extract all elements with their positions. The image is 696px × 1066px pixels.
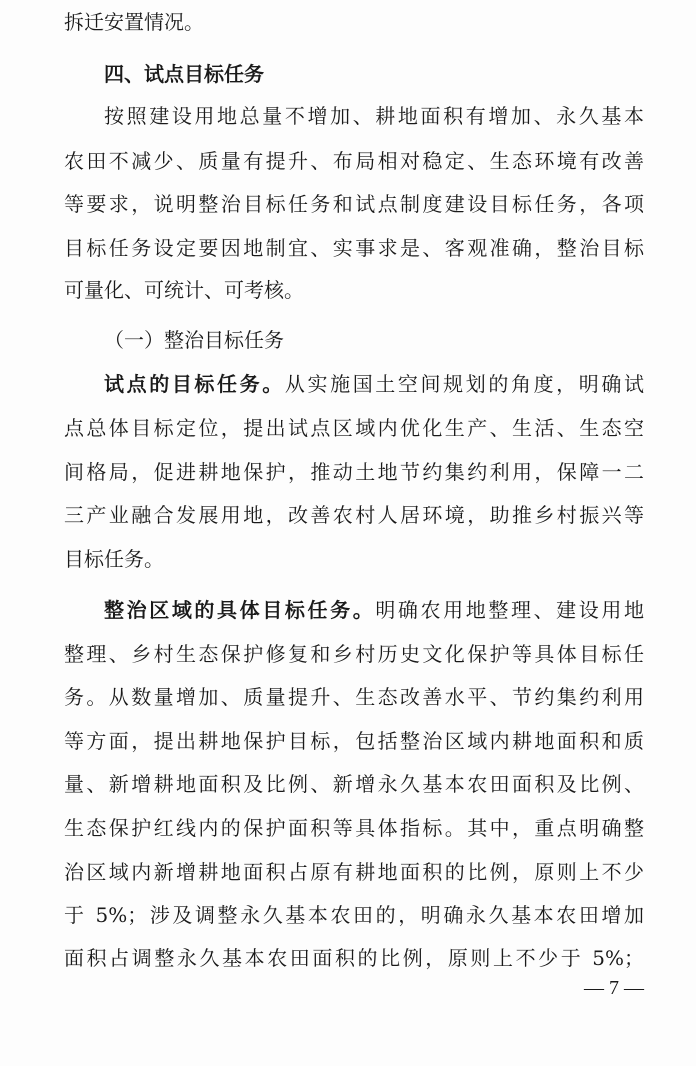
- paragraph-line: 治区域内新增耕地面积占原有耕地面积的比例，原则上不少: [64, 860, 644, 884]
- paragraph-lead-bold: 试点的目标任务。: [104, 372, 285, 396]
- paragraph-line-lead: [104, 370, 644, 398]
- paragraph-line: 务。从数量增加、质量提升、生态改善水平、节约集约利用: [64, 685, 644, 709]
- paragraph-lead-rest: 明确农用地整理、建设用地: [375, 598, 645, 622]
- paragraph-line: 面积占调整永久基本农田面积的比例，原则上不少于 5%；: [64, 946, 644, 970]
- paragraph-line: 等要求，说明整治目标任务和试点制度建设目标任务，各项: [64, 192, 644, 216]
- subsection-heading: （一）整治目标任务: [104, 328, 284, 352]
- paragraph-line-lead: [104, 596, 644, 624]
- page-number: — 7 —: [584, 977, 644, 999]
- paragraph-line: 整理、乡村生态保护修复和乡村历史文化保护等具体目标任: [64, 642, 644, 666]
- paragraph-line: 于 5%；涉及调整永久基本农田的，明确永久基本农田增加: [64, 903, 644, 927]
- paragraph-lead-bold: 整治区域的具体目标任务。: [104, 598, 376, 622]
- paragraph-line: 量、新增耕地面积及比例、新增永久基本农田面积及比例、: [64, 772, 644, 796]
- paragraph-line: 拆迁安置情况。: [64, 10, 204, 34]
- paragraph-line: 等方面，提出耕地保护目标，包括整治区域内耕地面积和质: [64, 729, 644, 753]
- paragraph-line: 间格局，促进耕地保护，推动土地节约集约利用，保障一二: [64, 460, 644, 484]
- paragraph-line: 目标任务设定要因地制宜、实事求是、客观准确，整治目标: [64, 236, 644, 260]
- paragraph-line: 农田不减少、质量有提升、布局相对稳定、生态环境有改善: [64, 149, 644, 173]
- section-heading: 四、试点目标任务: [104, 62, 264, 86]
- paragraph-line: 按照建设用地总量不增加、耕地面积有增加、永久基本: [104, 104, 644, 128]
- paragraph-line: 目标任务。: [64, 547, 164, 571]
- paragraph-line: 点总体目标定位，提出试点区域内优化生产、生活、生态空: [64, 416, 644, 440]
- paragraph-lead-rest: 从实施国土空间规划的角度，明确试: [284, 372, 645, 396]
- paragraph-line: 可量化、可统计、可考核。: [64, 278, 304, 302]
- paragraph-line: 生态保护红线内的保护面积等具体指标。其中，重点明确整: [64, 816, 644, 840]
- paragraph-line: 三产业融合发展用地，改善农村人居环境，助推乡村振兴等: [64, 503, 644, 527]
